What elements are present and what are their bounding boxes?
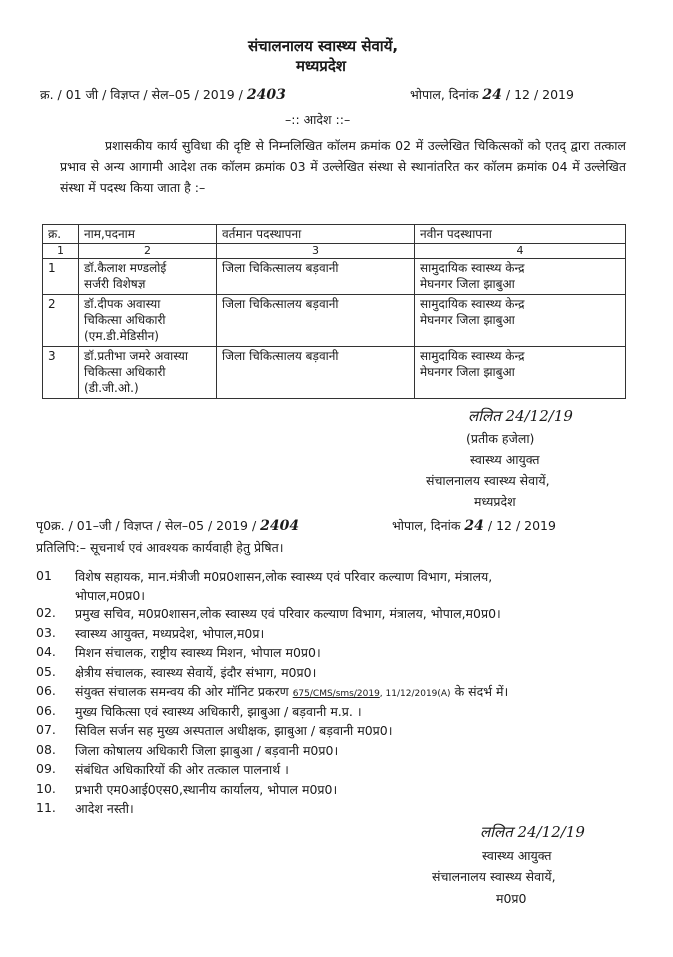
list-item: आदेश नस्ती। — [75, 801, 134, 816]
list-item-number: 03. — [36, 625, 56, 640]
row-name — [79, 295, 217, 347]
table-row — [43, 295, 626, 347]
order-ref-number — [40, 86, 286, 103]
list-item: क्षेत्रीय संचालक, स्वास्थ्य सेवायें, इंदौर संभाग, म0प्र0। — [75, 665, 317, 680]
table-column-number-row — [43, 244, 626, 259]
copy-ref-handwritten: 2404 — [260, 518, 300, 534]
row-name-line1: डॉ.कैलाश मण्डलोई — [84, 261, 167, 275]
list-item-number: 04. — [36, 644, 56, 659]
list-item-text: संयुक्त संचालक समन्वय की ओर मॉनिट प्रकरण — [75, 684, 289, 699]
order-para-line2: को एतद् द्वारा तत्काल प्रभाव से अन्य आगामी आदेश तक कॉलम क्रमांक 03 में उल्लेखित संस्था से — [60, 138, 626, 174]
row-sno: 2 — [43, 295, 79, 347]
order-date-handwritten: 24 — [482, 87, 502, 103]
row-new-line1: सामुदायिक स्वास्थ्य केन्द्र — [420, 297, 525, 311]
office-header: संचालनालय स्वास्थ्य सेवायें, — [248, 37, 399, 55]
order-date-suffix: / 12 / 2019 — [505, 87, 574, 102]
row-name-line2: चिकित्सा अधिकारी — [84, 365, 166, 379]
order-date — [410, 86, 574, 103]
row-current-posting: जिला चिकित्सालय बड़वानी — [217, 295, 415, 347]
row-new-line2: मेघनगर जिला झाबुआ — [420, 313, 515, 327]
list-item-number: 02. — [36, 605, 56, 620]
signatory-designation: स्वास्थ्य आयुक्त — [470, 452, 540, 467]
list-item — [75, 683, 508, 700]
row-new-line1: सामुदायिक स्वास्थ्य केन्द्र — [420, 261, 525, 275]
row-name-line3: (डी.जी.ओ.) — [84, 381, 139, 395]
transfer-table — [42, 224, 626, 399]
order-ref-handwritten: 2403 — [246, 87, 286, 103]
order-title: –:: आदेश ::– — [285, 112, 351, 127]
row-current-posting: जिला चिकित्सालय बड़वानी — [217, 347, 415, 399]
list-item: विशेष सहायक, मान.मंत्रीजी म0प्र0शासन,लोक स्वास्थ्य एवं परिवार कल्याण विभाग, मंत्रालय, — [75, 569, 493, 584]
order-para-line3: स्थानांतरित कर कॉलम क्रमांक 04 में उल्लेखित संस्था में पदस्थ किया जाता है :– — [60, 159, 626, 195]
list-item-text-end: के संदर्भ में। — [454, 684, 509, 699]
row-sno: 3 — [43, 347, 79, 399]
copy-place-date-prefix: भोपाल, दिनांक — [392, 518, 461, 533]
col-number: 3 — [217, 244, 415, 259]
col-header-sno: क्र. — [43, 225, 79, 244]
list-item-number: 09. — [36, 761, 56, 776]
list-item-number: 05. — [36, 664, 56, 679]
list-item-number: 07. — [36, 722, 56, 737]
list-item: प्रमुख सचिव, म0प्र0शासन,लोक स्वास्थ्य एवं परिवार कल्याण विभाग, मंत्रालय, भोपाल,म0प्र0। — [75, 606, 501, 621]
col-header-new: नवीन पदस्थापना — [415, 225, 626, 244]
row-current-posting: जिला चिकित्सालय बड़वानी — [217, 259, 415, 295]
signature-scrawl: ललित 24/12/19 — [468, 407, 573, 425]
copy-date-suffix: / 12 / 2019 — [487, 518, 556, 533]
row-name-line2: चिकित्सा अधिकारी — [84, 313, 166, 327]
list-item-number: 11. — [36, 800, 56, 815]
list-item-number: 10. — [36, 781, 56, 796]
table-row — [43, 259, 626, 295]
list-item: मिशन संचालक, राष्ट्रीय स्वास्थ्य मिशन, भोपाल म0प्र0। — [75, 645, 321, 660]
row-new-posting — [415, 295, 626, 347]
signature-scrawl-2: ललित 24/12/19 — [480, 823, 585, 841]
signatory-name: (प्रतीक हजेला) — [466, 431, 535, 446]
list-item: जिला कोषालय अधिकारी जिला झाबुआ / बड़वानी म0प्र0। — [75, 743, 339, 758]
copy-forward-line: प्रतिलिपि:– सूचनार्थ एवं आवश्यक कार्यवाही हेतु प्रेषित। — [36, 540, 284, 555]
copy-date-handwritten: 24 — [464, 518, 484, 534]
row-sno: 1 — [43, 259, 79, 295]
signatory-office-2: संचालनालय स्वास्थ्य सेवायें, — [432, 869, 556, 884]
list-item-continuation: भोपाल,म0प्र0। — [75, 588, 146, 603]
order-paragraph — [60, 135, 626, 198]
list-item: मुख्य चिकित्सा एवं स्वास्थ्य अधिकारी, झाबुआ / बड़वानी म.प्र. । — [75, 704, 362, 719]
case-reference: 675/CMS/sms/2019 — [292, 689, 380, 699]
row-new-line2: मेघनगर जिला झाबुआ — [420, 365, 515, 379]
row-name — [79, 347, 217, 399]
list-item-number: 06. — [36, 703, 56, 718]
copy-ref-prefix: पृ0क्र. / 01–जी / विज्ञप्त / सेल–05 / 2019 / — [36, 518, 257, 533]
office-state: मध्यप्रदेश — [296, 57, 347, 75]
col-number: 4 — [415, 244, 626, 259]
list-item-number: 08. — [36, 742, 56, 757]
signatory-state: मध्यप्रदेश — [474, 494, 516, 509]
list-item: प्रभारी एम0आई0एस0,स्थानीय कार्यालय, भोपाल म0प्र0। — [75, 782, 338, 797]
col-number: 1 — [43, 244, 79, 259]
order-ref-prefix: क्र. / 01 जी / विज्ञप्त / सेल–05 / 2019 / — [40, 87, 243, 102]
signatory-office: संचालनालय स्वास्थ्य सेवायें, — [426, 473, 550, 488]
col-header-current: वर्तमान पदस्थापना — [217, 225, 415, 244]
case-reference-date: , 11/12/2019(A) — [379, 689, 451, 699]
list-item: संबंधित अधिकारियों की ओर तत्काल पालनार्थ । — [75, 762, 289, 777]
row-name — [79, 259, 217, 295]
row-new-posting — [415, 259, 626, 295]
copy-ref-number — [36, 517, 299, 534]
list-item-number: 06. — [36, 683, 56, 698]
table-row — [43, 347, 626, 399]
signatory-state-2: म0प्र0 — [496, 891, 527, 906]
row-name-line2: सर्जरी विशेषज्ञ — [84, 277, 146, 291]
row-new-posting — [415, 347, 626, 399]
col-number: 2 — [79, 244, 217, 259]
list-item-number: 01 — [36, 568, 52, 583]
row-name-line1: डॉ.दीपक अवास्या — [84, 297, 161, 311]
row-new-line2: मेघनगर जिला झाबुआ — [420, 277, 515, 291]
copy-date — [392, 517, 556, 534]
signatory-designation-2: स्वास्थ्य आयुक्त — [482, 848, 552, 863]
table-header-row — [43, 225, 626, 244]
list-item: स्वास्थ्य आयुक्त, मध्यप्रदेश, भोपाल,म0प्र। — [75, 626, 265, 641]
order-para-line1: प्रशासकीय कार्य सुविधा की दृष्टि से निम्नलिखित कॉलम क्रमांक 02 में उल्लेखित चिकित्सकों — [105, 138, 524, 153]
col-header-name: नाम,पदनाम — [79, 225, 217, 244]
list-item: सिविल सर्जन सह मुख्य अस्पताल अधीक्षक, झाबुआ / बड़वानी म0प्र0। — [75, 723, 393, 738]
row-new-line1: सामुदायिक स्वास्थ्य केन्द्र — [420, 349, 525, 363]
order-place-date-prefix: भोपाल, दिनांक — [410, 87, 479, 102]
row-name-line3: (एम.डी.मेडिसीन) — [84, 329, 159, 343]
row-name-line1: डॉ.प्रतीभा जमरे अवास्या — [84, 349, 188, 363]
